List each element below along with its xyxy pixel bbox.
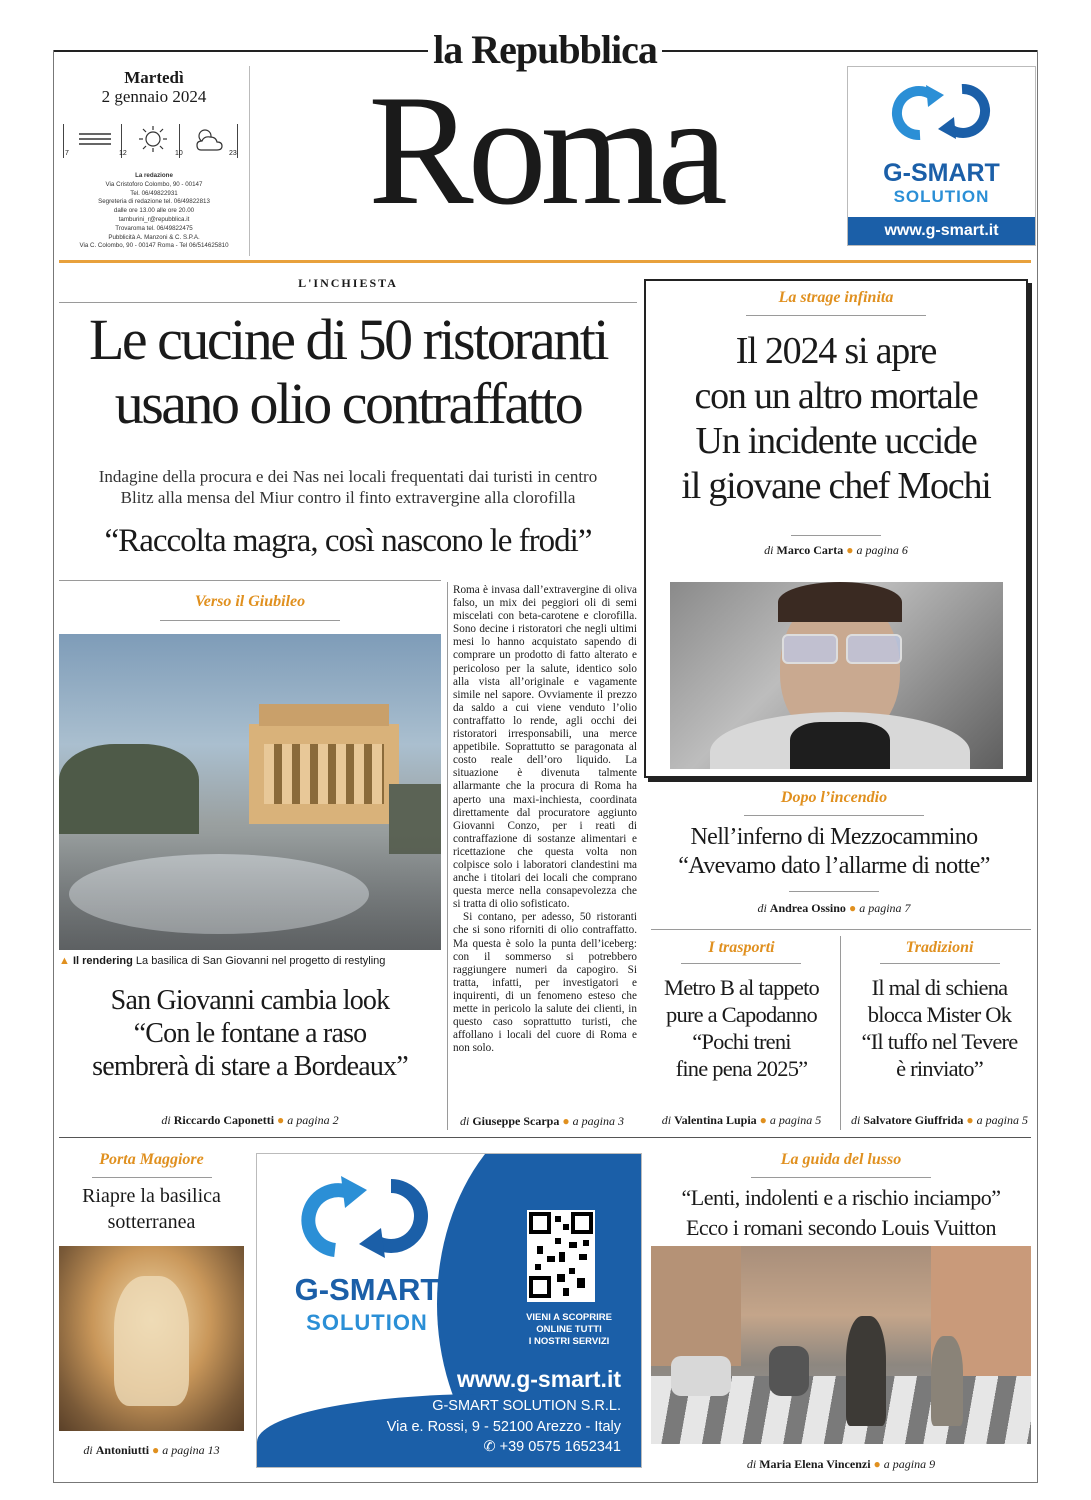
ad-brand-sub: SOLUTION xyxy=(306,1310,428,1335)
phone-icon: ✆ xyxy=(483,1439,496,1455)
g-smart-logo-icon xyxy=(285,1168,435,1268)
page-ref[interactable]: a pagina 13 xyxy=(162,1443,220,1457)
column-divider xyxy=(447,582,448,1130)
redazione-line: dalle ore 13.00 alle ore 20.00 xyxy=(113,207,195,215)
divider xyxy=(59,580,441,581)
headline-line: Metro B al tappeto xyxy=(664,975,819,1000)
glasses-right xyxy=(846,634,902,664)
divider xyxy=(880,963,1000,964)
chef-portrait-photo[interactable] xyxy=(670,582,1003,769)
inchiesta-body xyxy=(453,584,637,1055)
tradizioni-kicker: Tradizioni xyxy=(905,939,974,956)
basilica-rendering-photo[interactable] xyxy=(59,634,441,950)
redazione-email[interactable]: tamburini_r@repubblica.it xyxy=(118,215,190,223)
column-divider xyxy=(840,936,841,1130)
porta-maggiore-byline: di Antoniutti ● a pagina 13 xyxy=(83,1443,220,1457)
fog-icon xyxy=(77,130,113,150)
author-name[interactable]: Antoniutti xyxy=(95,1443,150,1457)
qr-code-icon[interactable] xyxy=(527,1210,595,1302)
inchiesta-kicker: L'INCHIESTA xyxy=(298,276,398,290)
date-day: Martedì xyxy=(124,68,184,87)
page-frame-bottom xyxy=(53,1482,1038,1483)
redazione-info xyxy=(59,172,249,251)
author-name[interactable]: Riccardo Caponetti xyxy=(173,1113,275,1127)
incendio-byline: di Andrea Ossino ● a pagina 7 xyxy=(757,901,911,915)
lusso-kicker: La guida del lusso xyxy=(780,1151,902,1168)
collar-shape xyxy=(790,722,890,769)
masthead-rule-left xyxy=(53,50,428,52)
headline-line: San Giovanni cambia look xyxy=(110,985,390,1016)
masthead-orange-rule xyxy=(59,260,1031,263)
headline-line: “Avevamo dato l’allarme di notte” xyxy=(678,853,990,879)
temp-4: 23 xyxy=(229,150,237,157)
pedestrian xyxy=(846,1316,886,1426)
lusso-byline: di Maria Elena Vincenzi ● a pagina 9 xyxy=(746,1457,936,1471)
divider xyxy=(160,620,340,621)
ad-brand: G-SMART xyxy=(883,159,1000,187)
author-name[interactable]: Maria Elena Vincenzi xyxy=(759,1457,871,1471)
tradizioni-byline: di Salvatore Giuffrida ● a pagina 5 xyxy=(850,1113,1029,1127)
headline-line: blocca Mister Ok xyxy=(867,1002,1012,1027)
trasporti-byline: di Valentina Lupia ● a pagina 5 xyxy=(661,1113,822,1127)
porta-maggiore-headline[interactable] xyxy=(55,1183,248,1235)
redazione-line: Segreteria di redazione tel. 06/49822813 xyxy=(98,198,210,206)
headline-line: è rinviato” xyxy=(896,1056,983,1081)
strage-byline: di Marco Carta ● a pagina 6 xyxy=(764,543,908,557)
building-left xyxy=(651,1246,741,1366)
inchiesta-headline[interactable] xyxy=(52,308,644,436)
divider xyxy=(744,815,924,816)
glasses-left xyxy=(782,634,838,664)
headline-line: “Con le fontane a raso xyxy=(133,1018,367,1049)
ad-url-link[interactable]: www.g-smart.it xyxy=(848,217,1035,245)
headline-line: “Il tuffo nel Tevere xyxy=(861,1029,1018,1054)
body-paragraph: Si contano, per adesso, 50 ristoranti che si sono riforniti di olio contraffatto. Ma questa è solo la punta dell’iceberg: con il sommerso si potrebbero raggiungere numeri da capogiro. Si tratta, infatti, per investigatori e inquirenti, di un fenomeno esteso che mette in pericolo la salute dei clienti, in questo caso soprattutto turisti, che affollano i locali del cuore di Roma e non solo. xyxy=(453,911,637,1055)
headline-line: “Lenti, indolenti e a rischio inciampo” xyxy=(681,1185,1001,1210)
ad-address: Via e. Rossi, 9 - 52100 Arezzo - Italy xyxy=(386,1419,621,1435)
hair-shape xyxy=(778,582,902,622)
g-smart-logo-icon xyxy=(886,77,996,147)
basilica-sotterranea-photo[interactable] xyxy=(59,1246,244,1431)
headline-line: “Pochi treni xyxy=(692,1029,791,1054)
headline-line: sembrerà di stare a Bordeaux” xyxy=(92,1051,408,1082)
divider xyxy=(681,963,801,964)
author-name[interactable]: Andrea Ossino xyxy=(769,901,846,915)
inchiesta-byline: di Giuseppe Scarpa ● a pagina 3 xyxy=(460,1114,624,1128)
page-ref[interactable]: a pagina 7 xyxy=(859,901,911,915)
section-divider xyxy=(59,1137,1031,1138)
page-ref[interactable]: a pagina 5 xyxy=(976,1113,1029,1127)
partly-cloudy-icon xyxy=(191,124,227,154)
headline-line: Riapre la basilica xyxy=(82,1185,221,1207)
page-frame-left xyxy=(53,50,54,1482)
roman-street-photo[interactable] xyxy=(651,1246,1031,1444)
summary-line: Blitz alla mensa del Miur contro il finto extravergine alla clorofilla xyxy=(120,488,576,507)
headline-line: Un incidente uccide xyxy=(695,420,977,462)
redazione-line: Tel. 06/49822931 xyxy=(130,189,178,197)
tradizioni-headline[interactable] xyxy=(845,974,1034,1082)
headline-line: Ecco i romani secondo Louis Vuitton xyxy=(685,1215,997,1240)
pedestrian xyxy=(931,1336,963,1426)
date-text: 2 gennaio 2024 xyxy=(101,87,207,106)
ad-brand-sub: SOLUTION xyxy=(893,187,990,206)
ad-url-link[interactable]: www.g-smart.it xyxy=(457,1366,621,1392)
ad-cta: VIENI A SCOPRIRE ONLINE TUTTI I NOSTRI SERVIZI xyxy=(526,1312,612,1347)
vault-light xyxy=(114,1276,189,1406)
temp-1: 7 xyxy=(65,150,69,157)
page-ref[interactable]: a pagina 2 xyxy=(287,1113,339,1127)
inchiesta-quote[interactable]: “Raccolta magra, così nascono le frodi” xyxy=(104,523,592,559)
sun-icon xyxy=(135,124,171,154)
temp-2: 12 xyxy=(119,150,127,157)
page-frame-right xyxy=(1037,50,1038,1482)
summary-line: Indagine della procura e dei Nas nei locali frequentati dai turisti in centro xyxy=(98,467,598,486)
ad-company: G-SMART SOLUTION S.R.L. xyxy=(432,1398,621,1414)
author-name[interactable]: Giuseppe Scarpa xyxy=(472,1114,560,1128)
page-ref[interactable]: a pagina 3 xyxy=(572,1114,624,1128)
page-ref[interactable]: a pagina 5 xyxy=(769,1113,822,1127)
headline-line: Il 2024 si apre xyxy=(735,330,937,372)
top-ad[interactable] xyxy=(847,66,1036,246)
edition-title: Roma xyxy=(368,63,722,238)
headline-line: con un altro mortale xyxy=(694,375,978,417)
piazza-shade xyxy=(59,834,441,950)
divider xyxy=(751,1177,931,1178)
parked-car xyxy=(671,1356,731,1396)
redazione-line: Via C. Colombo, 90 - 00147 Roma - Tel 06/514625810 xyxy=(79,242,229,250)
author-name[interactable]: Valentina Lupia xyxy=(674,1113,757,1127)
trasporti-headline[interactable] xyxy=(651,974,832,1082)
headline-line: Nell’inferno di Mezzocammino xyxy=(690,824,978,850)
divider xyxy=(92,1177,212,1178)
headline-line: sotterranea xyxy=(107,1211,196,1233)
giubileo-headline[interactable] xyxy=(52,984,448,1083)
strage-box xyxy=(644,279,1028,778)
trees-left xyxy=(59,744,199,834)
date-box xyxy=(59,66,250,256)
inchiesta-summary xyxy=(59,466,637,508)
strage-headline[interactable] xyxy=(646,329,1026,509)
headline-line: usano olio contraffatto xyxy=(114,371,582,436)
author-name[interactable]: Marco Carta xyxy=(776,543,844,557)
scooter xyxy=(769,1346,809,1396)
paper-logo[interactable]: la Repubblica xyxy=(433,27,657,72)
lusso-headline[interactable] xyxy=(646,1183,1036,1243)
masthead-rule-right xyxy=(662,50,1037,52)
redazione-line: Via Cristoforo Colombo, 90 - 00147 xyxy=(105,180,203,188)
redazione-line: Pubblicità A. Manzoni & C. S.P.A. xyxy=(108,233,200,241)
temp-3: 10 xyxy=(175,150,183,157)
incendio-headline[interactable] xyxy=(644,823,1024,881)
headline-line: pure a Capodanno xyxy=(666,1002,817,1027)
divider xyxy=(59,302,637,303)
weather-strip xyxy=(63,124,243,162)
strage-kicker: La strage infinita xyxy=(778,289,894,306)
bottom-ad[interactable] xyxy=(256,1153,642,1468)
giubileo-byline: di Riccardo Caponetti ● a pagina 2 xyxy=(161,1113,339,1127)
headline-line: fine pena 2025” xyxy=(675,1056,808,1081)
divider xyxy=(651,929,1031,930)
giubileo-kicker: Verso il Giubileo xyxy=(194,593,306,610)
divider xyxy=(789,891,879,892)
page-ref[interactable]: a pagina 9 xyxy=(883,1457,936,1471)
trasporti-kicker: I trasporti xyxy=(708,939,775,956)
ad-phone[interactable]: ✆ +39 0575 1652341 xyxy=(483,1439,621,1455)
headline-line: Le cucine di 50 ristoranti xyxy=(88,307,608,372)
page-ref[interactable]: a pagina 6 xyxy=(856,543,908,557)
author-name[interactable]: Salvatore Giuffrida xyxy=(863,1113,964,1127)
redazione-title: La redazione xyxy=(135,172,173,179)
basilica-attic xyxy=(259,704,389,726)
headline-line: Il mal di schiena xyxy=(871,975,1008,1000)
basilica-columns xyxy=(264,744,384,804)
headline-line: il giovane chef Mochi xyxy=(681,465,991,507)
body-paragraph: Roma è invasa dall’extravergine di oliva falso, un mix dei peggiori oli di semi miscelati con beta-carotene e clorofilla. Sono decine i ristoratori che negli ultimi mesi lo hanno acquistato sapendo di comprare un prodotto di fatto alterato e pericoloso per la salute, identico solo alla vista all’originale e vagamente simile nel sapore. Ovviamente il prezzo da saldo a cui viene venduto l’olio contraffatto lo rende, agli occhi dei ristoratori irresponsabili, una merce appetibile. Soprattutto se paragonata al costo reale dell’oro liquido. La situazione è divenuta talmente allarmante che la procura di Roma ha aperto una maxi-inchiesta, coordinata direttamente dal procuratore aggiunto Giovanni Conzo, per i reati di contraffazione di sostanze alimentari e ricettazione che questa volta non colpisce solo i laboratori clandestini ma anche i titolari dei locali che comprano questa merce nella consapevolezza che si tratta di olio sofisticato. xyxy=(453,584,637,911)
giubileo-caption: ▲ Il rendering La basilica di San Giovanni nel progetto di restyling xyxy=(59,955,386,967)
ad-brand: G-SMART xyxy=(294,1272,440,1307)
incendio-kicker: Dopo l’incendio xyxy=(780,789,888,806)
redazione-line: Trovaroma tel. 06/49822475 xyxy=(115,224,193,232)
porta-maggiore-kicker: Porta Maggiore xyxy=(99,1151,204,1168)
